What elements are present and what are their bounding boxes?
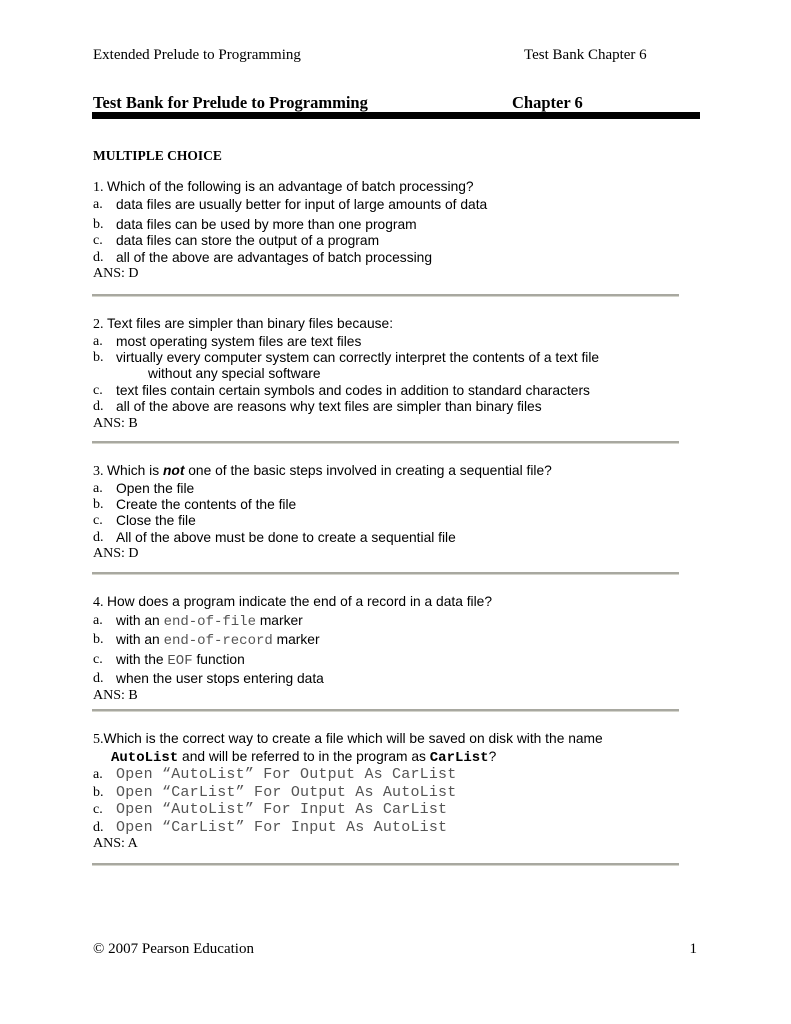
answer: ANS: D [93,546,139,562]
option-letter: b. [93,349,104,365]
code-autolist: AutoList [111,749,179,766]
option-letter: c. [93,802,103,818]
option-d [93,670,679,688]
page-footer [93,941,697,958]
option-c [93,513,679,529]
text-part: marker [272,632,320,647]
question-text-part: and will be referred to in the program as [178,748,430,764]
page-number: 1 [689,941,697,957]
question-separator [92,441,679,444]
option-text: all of the above are advantages of batch processing [116,249,433,265]
code-carlist: CarList [429,749,489,766]
running-header-left: Extended Prelude to Programming [93,47,301,63]
option-text: Create the contents of the file [116,496,297,512]
title-block [93,93,700,113]
question-separator [92,709,679,712]
option-letter: d. [93,671,104,686]
page-title: Test Bank for Prelude to Programming [93,93,368,112]
option-b [93,631,679,651]
question-5 [93,731,679,853]
chapter-label: Chapter 6 [512,93,583,112]
option-letter: b. [93,784,104,800]
option-c [93,383,679,399]
option-text: Open the file [116,480,195,496]
question-4 [93,594,679,704]
question-stem [93,179,679,197]
question-stem [93,731,679,749]
copyright: © 2007 Pearson Education [93,941,254,957]
question-separator [92,294,679,297]
question-number: 4. [93,595,104,610]
option-text: All of the above must be done to create a sequential file [116,529,456,545]
text-part: with the [116,651,168,667]
question-1 [93,179,679,283]
question-stem [93,463,679,481]
question-stem [93,316,679,334]
option-text: most operating system files are text files [116,333,362,349]
option-text [116,612,303,632]
option-text: all of the above are reasons why text files are simpler than binary files [116,399,542,415]
option-c [93,801,679,819]
question-number: 1. [93,180,104,195]
question-stem [93,594,679,612]
option-b-continuation: without any special software [148,366,321,382]
option-letter: a. [93,767,103,782]
question-stem-line2 [93,749,679,767]
question-3 [93,463,679,563]
option-b [93,217,679,233]
text-part: with an [116,612,164,628]
option-d [93,819,679,837]
option-text: Open “AutoList” For Input As CarList [116,801,448,819]
option-letter: c. [93,233,103,249]
question-text-part: one of the basic steps involved in creating a sequential file? [184,463,552,478]
answer: ANS: D [93,266,139,282]
text-part: function [192,651,245,667]
option-text: virtually every computer system can correctly interpret the contents of a text file [116,349,600,365]
option-b [93,784,679,802]
option-d [93,530,679,546]
option-letter: a. [93,480,103,496]
question-text: How does a program indicate the end of a record in a data file? [107,594,493,609]
option-letter: a. [93,612,103,628]
option-letter: c. [93,651,103,667]
option-d [93,250,679,266]
section-heading: MULTIPLE CHOICE [93,148,222,163]
text-part: with an [116,632,164,647]
option-letter: d. [93,819,104,835]
option-a [93,612,679,632]
inline-code: end-of-file [163,613,256,630]
option-letter: b. [93,632,104,647]
inline-code: EOF [167,652,193,669]
option-text: data files can be used by more than one program [116,216,417,232]
option-text: when the user stops entering data [116,671,324,686]
option-text: text files contain certain symbols and codes in addition to standard characters [116,382,590,398]
text-part: marker [255,612,303,628]
option-a [93,766,679,784]
running-header-right: Test Bank Chapter 6 [524,47,647,63]
option-letter: c. [93,382,103,398]
option-d [93,399,679,415]
question-separator [92,863,679,866]
option-text [116,631,320,651]
option-b [93,350,679,366]
option-text: Open “CarList” For Input As AutoList [116,818,448,836]
option-letter: a. [93,333,103,349]
question-number: 2. [93,317,104,332]
running-header [93,47,653,64]
emphasis-not: not [162,463,185,478]
question-text-part: Which is [107,463,163,478]
title-rule [92,112,700,119]
option-letter: c. [93,513,103,529]
option-b [93,497,679,513]
option-text: Close the file [116,513,196,529]
option-text [116,651,245,671]
option-letter: b. [93,216,104,232]
option-letter: d. [93,249,104,265]
option-letter: d. [93,529,104,545]
answer: ANS: B [93,687,138,703]
option-text: data files are usually better for input of large amounts of data [116,196,488,212]
question-text [107,463,552,478]
question-number: 3. [93,464,104,479]
option-a [93,197,679,213]
answer: ANS: B [93,415,138,431]
option-letter: a. [93,196,103,212]
option-c [93,233,679,249]
question-2 [93,316,679,432]
option-letter: d. [93,399,104,415]
inline-code: end-of-record [163,633,273,649]
option-a [93,481,679,497]
answer: ANS: A [93,836,138,852]
question-text: Which is the correct way to create a file which will be saved on disk with the name [103,731,603,746]
option-c [93,651,679,671]
question-text: Which of the following is an advantage of batch processing? [107,179,474,194]
question-number: 5. [93,732,104,747]
option-a [93,334,679,350]
question-text: Text files are simpler than binary files because: [107,316,394,331]
option-text: Open “CarList” For Output As AutoList [116,783,457,801]
question-separator [92,572,679,575]
question-text-part: ? [488,748,497,764]
option-text: data files can store the output of a program [116,233,380,249]
option-letter: b. [93,496,104,512]
option-text: Open “AutoList” For Output As CarList [116,766,457,783]
